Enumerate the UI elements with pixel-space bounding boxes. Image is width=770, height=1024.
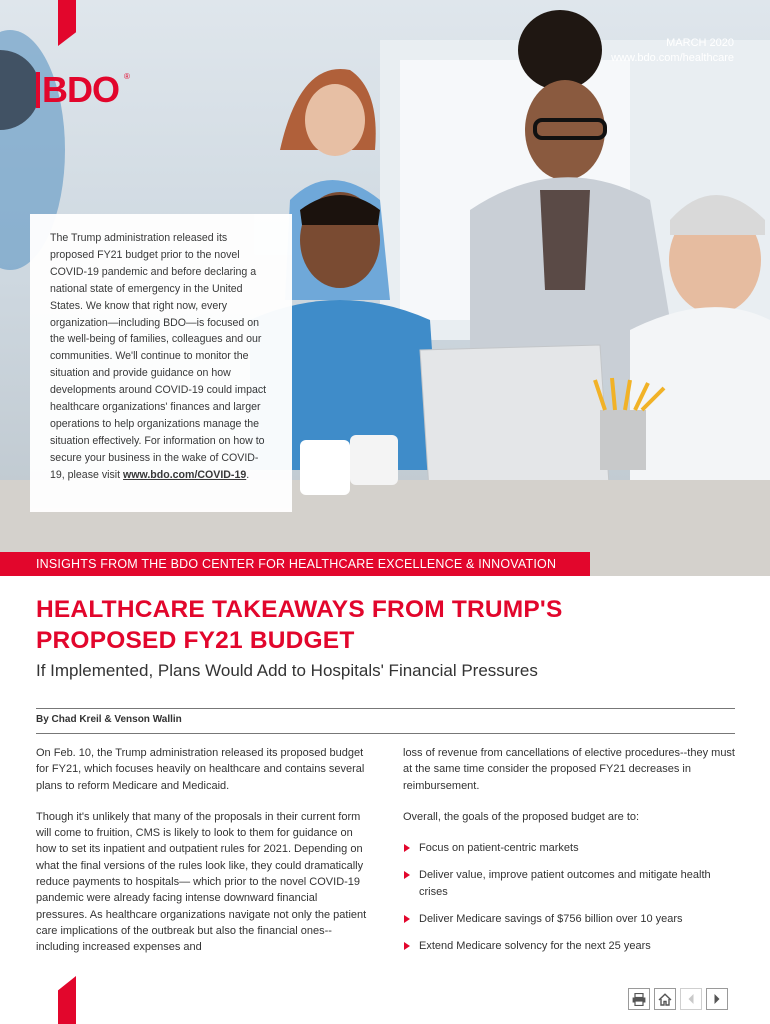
bullet-triangle-icon xyxy=(404,844,410,852)
page-navigation xyxy=(628,988,728,1010)
list-item xyxy=(403,840,735,856)
insights-banner: INSIGHTS FROM THE BDO CENTER FOR HEALTHCARE EXCELLENCE & INNOVATION xyxy=(0,552,590,576)
printer-icon xyxy=(632,993,646,1006)
right-paragraph-1: loss of revenue from cancellations of elective procedures--they must at the same time consider the proposed FY21 decreases in reimbursement. xyxy=(403,747,735,792)
next-page-button[interactable] xyxy=(706,988,728,1010)
date-block xyxy=(611,36,734,66)
intro-suffix: . xyxy=(246,468,250,481)
divider-top xyxy=(36,708,735,709)
home-button[interactable] xyxy=(654,988,676,1010)
title-line-1: HEALTHCARE TAKEAWAYS FROM TRUMP'S xyxy=(36,596,563,623)
bullet-triangle-icon xyxy=(404,915,410,923)
list-item-text: Extend Medicare solvency for the next 25 years xyxy=(419,940,651,953)
intro-box xyxy=(30,214,292,512)
covid-link[interactable]: www.bdo.com/COVID-19 xyxy=(123,468,247,481)
left-paragraph-2: Though it's unlikely that many of the proposals in their current form will come to fruition, CMS is likely to look to them for guidance on how to set its inpatient and outpatient rules for 2021. Depending on what the final versions of the rules look like, they could dramatically reduce payments to hospitals— which prior to the novel COVID-19 pandemic were already facing intense downward financial pressures. As healthcare organizations navigate not only the patient care implications of the outbreak but also the financial ones--including increased expenses and xyxy=(36,810,367,954)
bullet-triangle-icon xyxy=(404,871,410,879)
list-item xyxy=(403,911,735,927)
divider-bottom xyxy=(36,733,735,734)
chevron-left-icon xyxy=(686,993,696,1005)
home-icon xyxy=(658,993,672,1006)
print-button[interactable] xyxy=(628,988,650,1010)
intro-text: The Trump administration released its proposed FY21 budget prior to the novel COVID-19 pandemic and before declaring a national state of emergency in the United States. We know that right now, every organization—including BDO—is focused on the well-being of families, colleagues and our communities. We'll continue to monitor the situation and provide guidance on how developments around COVID-19 could impact healthcare organizations' finances and larger operations to help organizations manage the situation effectively. For information on how to secure your business in the wake of COVID-19, please visit xyxy=(50,232,267,481)
previous-page-button[interactable] xyxy=(680,988,702,1010)
bullet-triangle-icon xyxy=(404,942,410,950)
page-subtitle: If Implemented, Plans Would Add to Hospitals' Financial Pressures xyxy=(36,661,538,680)
list-item-text: Deliver Medicare savings of $756 billion over 10 years xyxy=(419,913,683,926)
chevron-right-icon xyxy=(712,993,722,1005)
list-item xyxy=(403,938,735,954)
logo-registered-mark: ® xyxy=(124,72,130,81)
issue-date: MARCH 2020 xyxy=(666,37,734,49)
logo-text: BDO xyxy=(42,69,119,110)
page-title xyxy=(36,594,736,656)
healthcare-url[interactable]: www.bdo.com/healthcare xyxy=(611,52,734,64)
byline: By Chad Kreil & Venson Wallin xyxy=(36,714,182,725)
list-item xyxy=(403,867,735,900)
bdo-logo xyxy=(36,68,134,112)
title-line-2: PROPOSED FY21 BUDGET xyxy=(36,627,355,654)
left-paragraph-1: On Feb. 10, the Trump administration released its proposed budget for FY21, which focuses heavily on healthcare and contains several plans to reform Medicare and Medicaid. xyxy=(36,747,365,792)
left-column xyxy=(36,745,370,971)
list-item-text: Deliver value, improve patient outcomes and mitigate health crises xyxy=(419,869,711,898)
right-paragraph-2: Overall, the goals of the proposed budget are to: xyxy=(403,810,640,823)
bottom-accent-tab xyxy=(58,976,76,1024)
list-item-text: Focus on patient-centric markets xyxy=(419,842,579,855)
logo-bar xyxy=(36,72,40,108)
goals-list xyxy=(403,840,735,954)
right-column xyxy=(403,745,735,966)
